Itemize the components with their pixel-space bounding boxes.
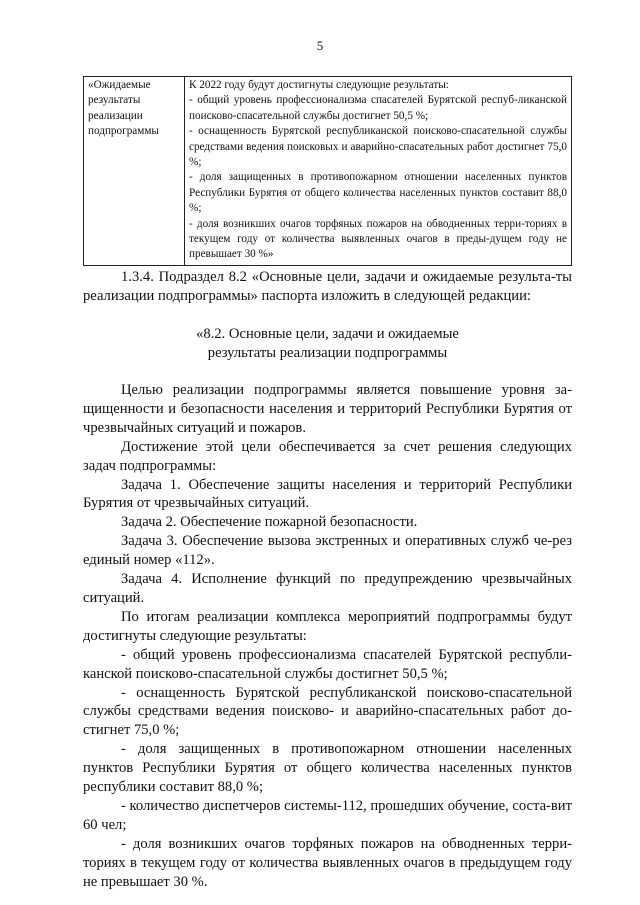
list-item: - общий уровень профессионализма спасателей Бурятской республи-канской поисково-спасательной службы достигнет 50,5 %; [83, 646, 572, 682]
paragraph: Задача 4. Исполнение функций по предупреждению чрезвычайных ситуаций. [83, 571, 572, 606]
section-heading-line: результаты реализации подпрограммы [207, 344, 448, 361]
list-item: - доля возникших очагов торфяных пожаров на обводненных терри-ториях в текущем году от количества выявленных очагов в предыдущем году не превышает 30 %. [83, 835, 572, 890]
passport-table [83, 76, 572, 266]
paragraph: Задача 3. Обеспечение вызова экстренных и оперативных служб че-рез единый номер «112». [83, 533, 572, 569]
section-heading [83, 325, 572, 363]
table-cell-line: - оснащенность Бурятской республиканской поисково-спасательной службы средствами ведения поисковых и аварийно-спасательных работ достигнет 75,0 %; [189, 125, 567, 169]
section-heading-line: «8.2. Основные цели, задачи и ожидаемые [196, 326, 459, 342]
body-text [83, 381, 572, 891]
list-item: - количество диспетчеров системы-112, прошедших обучение, соста-вит 60 чел; [83, 797, 572, 833]
paragraph: Целью реализации подпрограммы является повышение уровня за-щищенности и безопасности населения и территорий Республики Бурятия от чрезвычайных ситуаций и пожаров. [83, 382, 572, 436]
table-cell-line: - доля возникших очагов торфяных пожаров на обводненных терри-ториях в текущем году от количества выявленных очагов в преды-дущем году не превышает 30 %» [189, 217, 567, 261]
table-row [84, 77, 572, 266]
table-cell-line: - доля защищенных в противопожарном отношении населенных пунктов Республики Бурятия от общего количества населенных пунктов составит 88,0 %; [189, 171, 567, 215]
page-number: 5 [316, 38, 324, 53]
intro-paragraph: 1.3.4. Подраздел 8.2 «Основные цели, задачи и ожидаемые результа-ты реализации подпрограммы» паспорта изложить в следующей редакции: [83, 269, 572, 304]
table-cell-line: К 2022 году будут достигнуты следующие результаты: [189, 79, 449, 91]
paragraph: Достижение этой цели обеспечивается за счет решения следующих задач подпрограммы: [83, 438, 572, 474]
table-cell-line: - общий уровень профессионализма спасателей Бурятской респуб-ликанской поисково-спасательной службы достигнет 50,5 %; [189, 94, 567, 122]
paragraph: Задача 1. Обеспечение защиты населения и территорий Республики Бурятия от чрезвычайных ситуаций. [83, 476, 572, 512]
list-item: - доля защищенных в противопожарном отношении населенных пунктов Республики Бурятия от общего количества населенных пунктов республики составит 88,0 %; [83, 741, 572, 796]
table-right-cell [185, 77, 572, 266]
intro-block [83, 268, 572, 306]
paragraph: По итогам реализации комплекса мероприятий подпрограммы будут достигнуты следующие результаты: [83, 608, 572, 644]
paragraph: Задача 2. Обеспечение пожарной безопасности. [121, 514, 418, 531]
table-left-cell: «Ожидаемые результаты реализации подпрограммы [84, 77, 185, 266]
list-item: - оснащенность Бурятской республиканской поисково-спасательной службы средствами ведения поисково- и аварийно-спасательных работ до-стигнет 75,0 %; [83, 684, 572, 739]
